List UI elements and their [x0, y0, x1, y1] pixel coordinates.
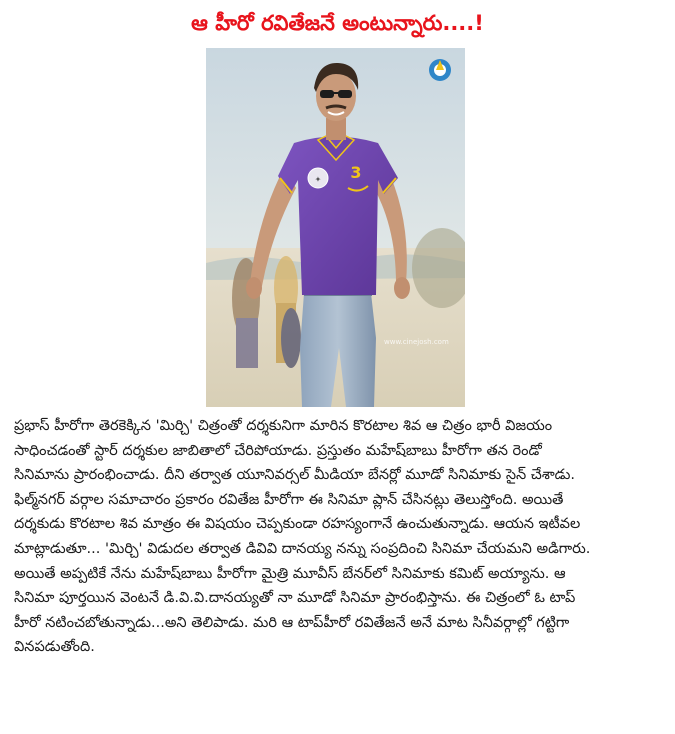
body-line: ప్రభాస్ హీరోగా తెరకెక్కిన 'మిర్చి' చిత్రంతో దర్శకునిగా మారిన కొరటాల శివ ఆ చిత్రం భారీ విజయం: [14, 418, 553, 434]
body-line: వినపడుతోంది.: [14, 639, 95, 656]
body-line: సినిమా పూర్తయిన వెంటనే డి.వి.వి.దానయ్యతో నా మూడో సినిమా ప్రారంభిస్తాను. ఈ చిత్రంలో ఓ టాప్: [14, 590, 576, 607]
jersey-number: 3: [350, 163, 362, 182]
body-line: ఫిల్మ్‌నగర్ వర్గాల సమాచారం ప్రకారం రవితేజ హీరోగా ఈ సినిమా ప్లాన్ చేసినట్లు తెలుస్తోంది. అయితే: [14, 491, 564, 508]
body-line: దర్శకుడు కొరటాల శివ మాత్రం ఈ విషయం చెప్పకుండా రహస్యంగానే ఉంచుతున్నాడు. ఆయన ఇటీవల: [14, 516, 581, 533]
body-line: హీరో నటించబోతున్నాడు...అని తెలిపాడు. మరి ఆ టాప్‌హీరో రవితేజనే అనే మాట సినీవర్గాల్లో గట్టిగా: [14, 614, 570, 631]
svg-text:✦: ✦: [314, 175, 322, 184]
page-title: ఆ హీరో రవితేజనే అంటున్నారు....!: [191, 11, 484, 35]
body-line: సినిమాను ప్రారంభించాడు. దీని తర్వాత యూనివర్సల్ మీడియా బేనర్లో మూడో సినిమాకు సైన్ చేశాడు.: [14, 467, 575, 484]
body-line: అయితే అప్పటికే నేను మహేష్‌బాబు హీరోగా మైత్రి మూవీస్ బేనర్‌లో సినిమాకు కమిట్ అయ్యాను. ఆ: [14, 565, 566, 582]
body-line: సాధించడంతో స్టార్ దర్శకుల జాబితాలో చేరిపోయాడు. ప్రస్తుతం మహేష్‌బాబు హీరోగా తన రెండో: [14, 442, 542, 459]
body-line: మాట్లాడుతూ... 'మిర్చి' విడుదల తర్వాత డివివి దానయ్య నన్ను సంప్రదించి సినిమా చేయమని అడిగారు.: [14, 540, 591, 557]
photo-watermark: www.cinejosh.com: [384, 338, 449, 346]
article-photo: [206, 48, 465, 407]
watermark-logo-icon: [429, 59, 451, 81]
article-body: [14, 414, 662, 660]
